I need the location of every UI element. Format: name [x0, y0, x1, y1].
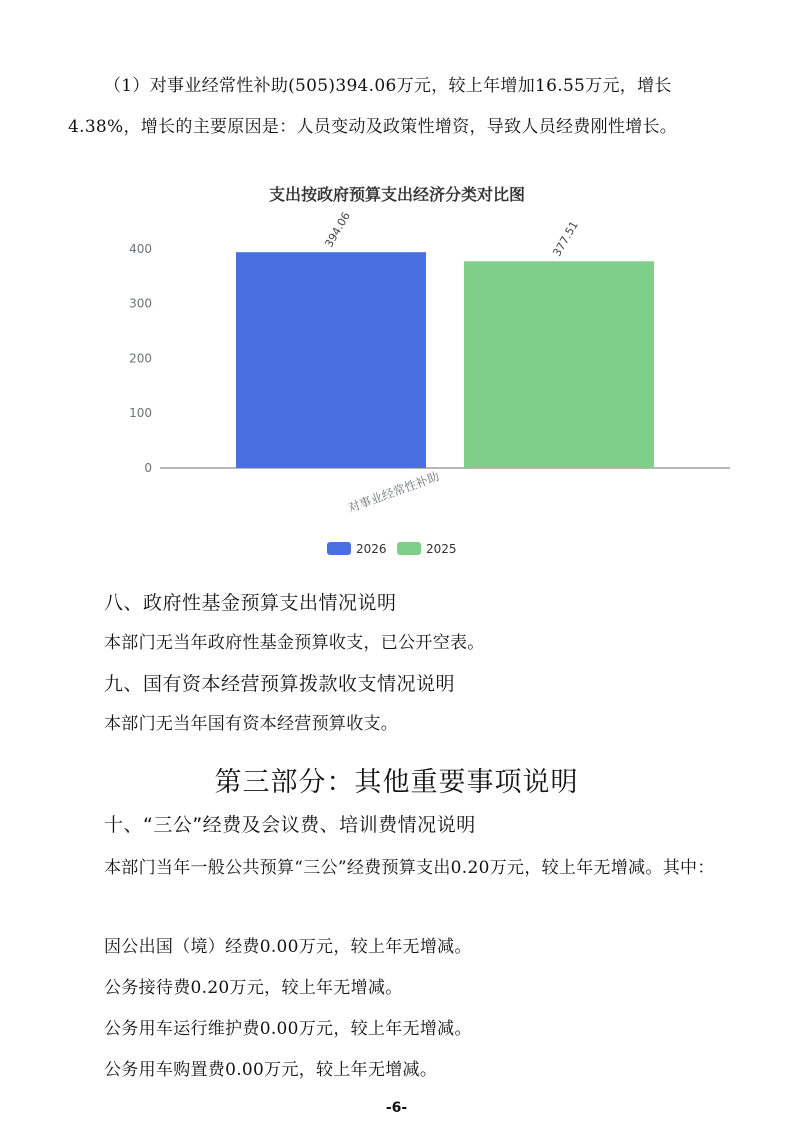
section-10-intro: 本部门当年一般公共预算“三公”经费预算支出0.20万元，较上年无增减。其中：: [104, 858, 715, 878]
y-tick-label-0: 0: [144, 461, 152, 475]
legend-swatch-2026: [327, 542, 351, 555]
bar-group: [236, 252, 654, 468]
item-overseas-travel: 因公出国（境）经费0.00万元，较上年无增减。: [104, 937, 472, 957]
chart-legend: [327, 542, 457, 556]
bar-value-labels: [322, 210, 581, 259]
chart-title: 支出按政府预算支出经济分类对比图: [268, 185, 526, 204]
y-tick-label-400: 400: [129, 241, 152, 256]
paragraph-operating-subsidy: （1）对事业经常性补助(505)394.06万元，较上年增加16.55万元，增长4.38%，增长的主要原因是：人员变动及政策性增资，导致人员经费刚性增长。: [68, 76, 678, 137]
expenditure-comparison-chart: [90, 178, 740, 568]
y-tick-label-200: 200: [129, 351, 152, 366]
y-axis-tick-labels: [129, 242, 152, 475]
part-3-title: 第三部分：其他重要事项说明: [214, 767, 579, 798]
item-vehicle-operation: 公务用车运行维护费0.00万元，较上年无增减。: [104, 1019, 472, 1039]
y-tick-label-300: 300: [129, 296, 152, 311]
y-tick-label-100: 100: [129, 406, 152, 421]
section-10-heading: 十、“三公”经费及会议费、培训费情况说明: [104, 814, 476, 836]
x-category-label: 对事业经常性补助: [346, 469, 442, 516]
item-reception: 公务接待费0.20万元，较上年无增减。: [104, 978, 403, 998]
bar-value-label-2026: 394.06: [322, 209, 353, 250]
legend-label-2025: 2025: [426, 542, 457, 556]
section-9-text: 本部门无当年国有资本经营预算收支。: [104, 714, 399, 734]
bar-value-label-2025: 377.51: [550, 218, 581, 259]
item-vehicle-purchase: 公务用车购置费0.00万元，较上年无增减。: [104, 1060, 438, 1080]
section-8-heading: 八、政府性基金预算支出情况说明: [104, 592, 397, 614]
legend-label-2026: 2026: [356, 542, 387, 556]
page-number: -6-: [385, 1100, 408, 1116]
bar-2026: [236, 252, 426, 468]
section-9-heading: 九、国有资本经营预算拨款收支情况说明: [104, 673, 456, 695]
legend-swatch-2025: [397, 542, 421, 555]
bar-2025: [464, 261, 654, 468]
section-8-text: 本部门无当年政府性基金预算收支，已公开空表。: [104, 633, 485, 653]
